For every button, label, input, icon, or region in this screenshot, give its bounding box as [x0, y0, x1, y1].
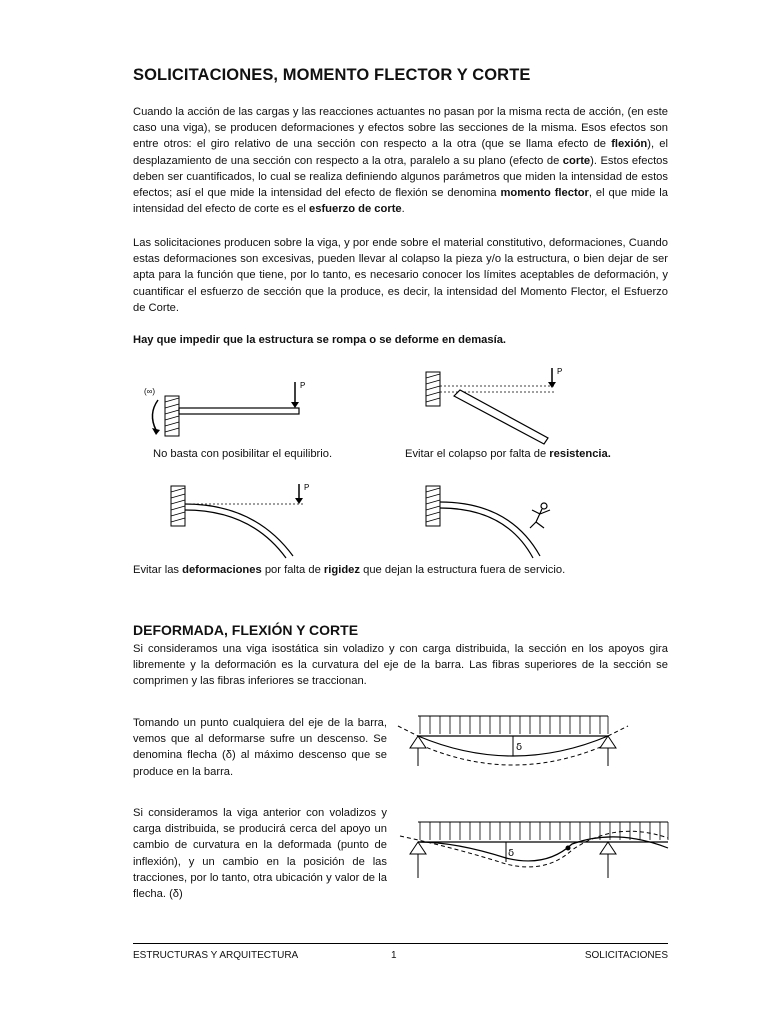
section-title: DEFORMADA, FLEXIÓN Y CORTE [133, 622, 359, 638]
cantilever-overhang-paragraph: Si consideramos la viga anterior con voladizos y carga distribuida, se producirá cerca del apoyo un cambio de curvatura en la deformada (punto de inflexión), y un cambio en la posición de las tracciones, por lo tanto, otra ubicación y valor de la flecha. (δ) [133, 807, 387, 901]
bold-term: flexión [611, 138, 648, 151]
load-label: P [557, 367, 563, 376]
cantilever-collapse-figure [420, 366, 570, 446]
caption-equilibrium: No basta con posibilitar el equilibrio. [153, 448, 333, 460]
bold-term: corte [562, 154, 591, 167]
bold-term: resistencia. [549, 448, 611, 460]
isostatic-paragraph: Si consideramos una viga isostática sin voladizo y con carga distribuida, la sección en los apoyos gira libremente y la deformación es la curvatura del eje de la barra. Las fibras superiores de la sección se comprimen y las fibras inferiores se traccionan. [133, 643, 668, 688]
deformation-paragraph: Las solicitaciones producen sobre la viga, y por ende sobre el material constitutivo, deformaciones, Cuando estas deformaciones son excesivas, pueden llevar al colapso la pieza y/o la estructura, o bien dejar de ser apta para la función que tiene, por lo tanto, es necesario conocer los límites aceptables de deformación, y cuantificar el esfuerzo de sección que la produce, es decir, la intensidad del Momento Flector, el Esfuerzo de Corte. [133, 237, 668, 314]
bold-term: rigidez [323, 564, 360, 576]
person-icon [530, 503, 550, 528]
text-run: Evitar el colapso por falta de [405, 448, 550, 460]
text-run: que dejan la estructura fuera de servicio. [359, 564, 566, 576]
text-run: por falta de [261, 564, 324, 576]
key-statement [133, 332, 668, 348]
deflection-paragraph: Tomando un punto cualquiera del eje de la barra, vemos que al deformarse sufre un descenso. Se denomina flecha (δ) al máximo descenso que se produce en la barra. [133, 717, 387, 778]
deflection-symbol: δ [508, 848, 515, 859]
load-label: P [300, 381, 306, 390]
caption-stiffness [133, 562, 565, 578]
intro-paragraph [133, 104, 668, 217]
deflection-symbol: δ [516, 742, 523, 753]
page-footer [133, 943, 668, 961]
bold-term: esfuerzo de corte [309, 203, 402, 216]
text-run: ). Estos efectos deben ser cuantificados, lo cual se realiza definiendo algunos parámetros que miden la intensidad de estos efectos; así el que mide la intensidad del efecto de flexión se denomina [133, 154, 668, 200]
text-run: Cuando la acción de las cargas y las reacciones actuantes no pasan por la misma recta de acción, (en este caso una viga), se producen deformaciones y efectos sobre las secciones de la misma. Esos efectos son entre otros: el giro relativo de una sección con respecto a la otra (que se llama efecto de [133, 106, 668, 151]
footer-left: ESTRUCTURAS Y ARQUITECTURA [133, 950, 299, 961]
footer-right: SOLICITACIONES [584, 950, 668, 961]
bold-term: deformaciones [182, 564, 262, 576]
bold-term: momento flector [500, 187, 589, 200]
cantilever-deflection-figure [165, 480, 325, 560]
text-run: . [401, 203, 405, 216]
bold-statement: Hay que impedir que la estructura se rompa o se deforme en demasía. [133, 334, 507, 346]
text-run: , el que mide la intensidad del efecto de corte es el [133, 187, 668, 216]
overhang-beam-figure [396, 808, 672, 886]
cantilever-equilibrium-figure [140, 378, 320, 438]
cantilever-service-figure [420, 482, 570, 562]
moment-label: (∞) [144, 387, 156, 396]
load-label: P [304, 483, 310, 492]
text-run: ), el desplazamiento de una sección con respecto a la otra, paralelo a su plano (efecto de [133, 138, 668, 167]
page-title: SOLICITACIONES, MOMENTO FLECTOR Y CORTE [133, 66, 531, 84]
text-run: Evitar las [133, 564, 183, 576]
caption-resistance [405, 446, 611, 462]
page-number: 1 [391, 950, 397, 961]
simply-supported-beam-figure [396, 712, 636, 790]
inflection-point [566, 846, 571, 851]
